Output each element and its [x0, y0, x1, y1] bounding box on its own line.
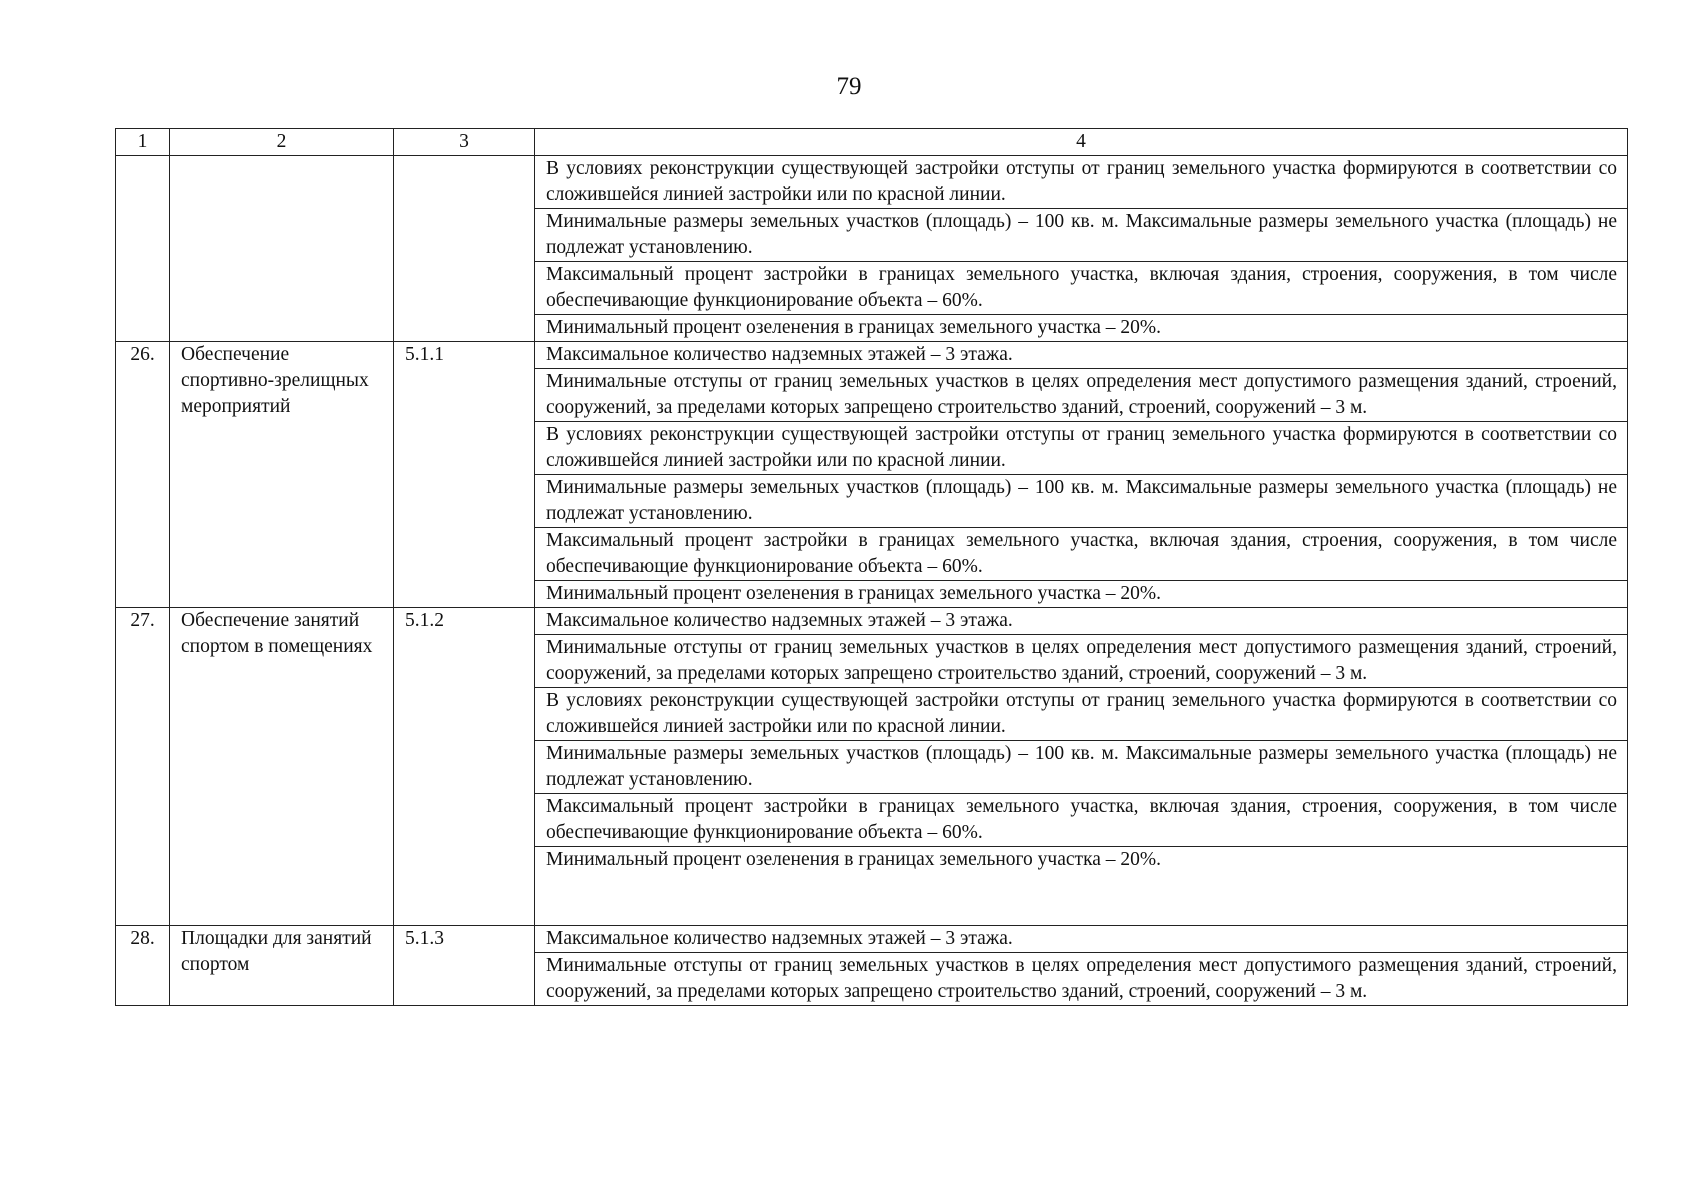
table-row: [116, 342, 1628, 369]
column-header: 4: [535, 129, 1628, 156]
parameter-cell: Минимальный процент озеленения в границах земельного участка – 20%.: [535, 315, 1628, 342]
code-cell: [394, 156, 535, 342]
num-cell: [116, 156, 170, 342]
parameter-cell: [535, 847, 1628, 926]
name-cell: [170, 156, 394, 342]
entry-name: Обеспечение спортивно-зрелищных мероприятий: [170, 342, 394, 608]
parameter-cell: Максимальное количество надземных этажей – 3 этажа.: [535, 608, 1628, 635]
entry-name: Площадки для занятий спортом: [170, 926, 394, 1006]
parameter-text: Минимальный процент озеленения в границах земельного участка – 20%.: [546, 849, 1162, 870]
entry-number: 28.: [116, 926, 170, 1006]
parameter-cell: Максимальный процент застройки в границах земельного участка, включая здания, строения, сооружения, в том числе обеспечивающие функционирование объекта – 60%.: [535, 262, 1628, 315]
blank-space: [546, 873, 1617, 925]
regulations-table: [115, 128, 1628, 1006]
parameter-cell: Минимальные отступы от границ земельных участков в целях определения мест допустимого размещения зданий, строений, сооружений, за пределами которых запрещено строительство зданий, строений, сооружений – 3 м.: [535, 369, 1628, 422]
entry-code: 5.1.2: [394, 608, 535, 926]
parameter-cell: Минимальные размеры земельных участков (площадь) – 100 кв. м. Максимальные размеры земельного участка (площадь) не подлежат установлению.: [535, 475, 1628, 528]
table-row: [116, 608, 1628, 635]
parameter-cell: Максимальное количество надземных этажей – 3 этажа.: [535, 926, 1628, 953]
table-row: [116, 156, 1628, 209]
parameter-cell: Минимальный процент озеленения в границах земельного участка – 20%.: [535, 581, 1628, 608]
parameter-cell: Минимальные отступы от границ земельных участков в целях определения мест допустимого размещения зданий, строений, сооружений, за пределами которых запрещено строительство зданий, строений, сооружений – 3 м.: [535, 953, 1628, 1006]
parameter-cell: Минимальные отступы от границ земельных участков в целях определения мест допустимого размещения зданий, строений, сооружений, за пределами которых запрещено строительство зданий, строений, сооружений – 3 м.: [535, 635, 1628, 688]
table-row: [116, 926, 1628, 953]
page-number: 79: [836, 73, 862, 100]
parameter-cell: В условиях реконструкции существующей застройки отступы от границ земельного участка формируются в соответствии со сложившейся линией застройки или по красной линии.: [535, 156, 1628, 209]
entry-code: 5.1.1: [394, 342, 535, 608]
parameter-cell: Максимальное количество надземных этажей – 3 этажа.: [535, 342, 1628, 369]
column-header: 2: [170, 129, 394, 156]
table-header-row: [116, 129, 1628, 156]
parameter-cell: В условиях реконструкции существующей застройки отступы от границ земельного участка формируются в соответствии со сложившейся линией застройки или по красной линии.: [535, 422, 1628, 475]
entry-code: 5.1.3: [394, 926, 535, 1006]
parameter-cell: Минимальные размеры земельных участков (площадь) – 100 кв. м. Максимальные размеры земельного участка (площадь) не подлежат установлению.: [535, 209, 1628, 262]
entry-name: Обеспечение занятий спортом в помещениях: [170, 608, 394, 926]
parameter-cell: В условиях реконструкции существующей застройки отступы от границ земельного участка формируются в соответствии со сложившейся линией застройки или по красной линии.: [535, 688, 1628, 741]
entry-number: 26.: [116, 342, 170, 608]
parameter-cell: Максимальный процент застройки в границах земельного участка, включая здания, строения, сооружения, в том числе обеспечивающие функционирование объекта – 60%.: [535, 528, 1628, 581]
column-header: 3: [394, 129, 535, 156]
entry-number: 27.: [116, 608, 170, 926]
parameter-cell: Минимальные размеры земельных участков (площадь) – 100 кв. м. Максимальные размеры земельного участка (площадь) не подлежат установлению.: [535, 741, 1628, 794]
parameter-cell: Максимальный процент застройки в границах земельного участка, включая здания, строения, сооружения, в том числе обеспечивающие функционирование объекта – 60%.: [535, 794, 1628, 847]
column-header: 1: [116, 129, 170, 156]
